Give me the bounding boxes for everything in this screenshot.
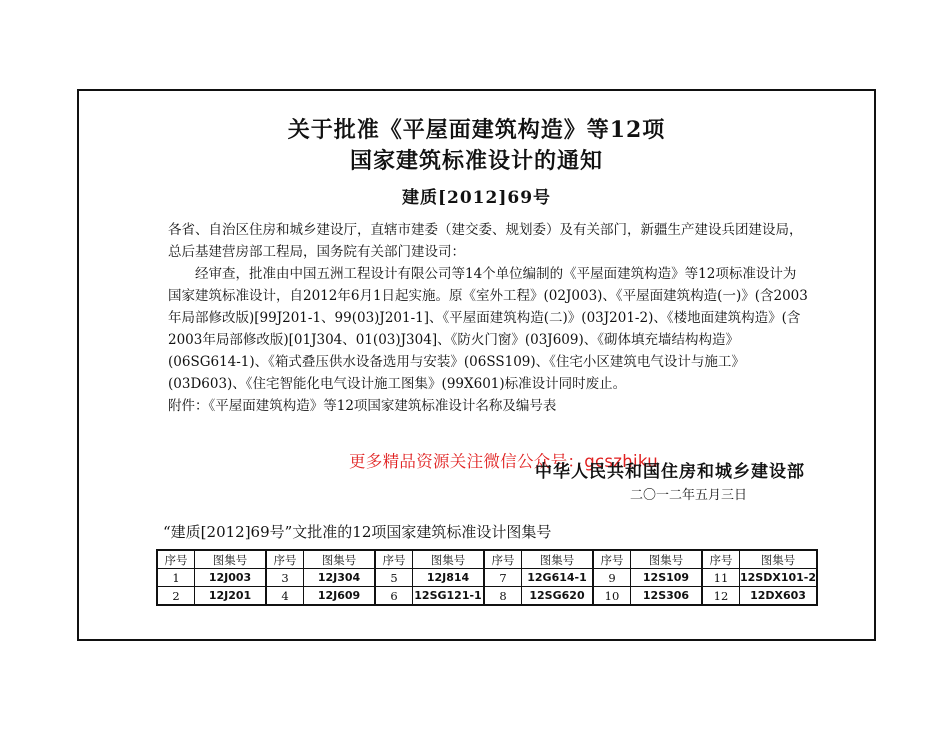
- header-no: 序号: [484, 550, 522, 569]
- cell-code: 12J609: [304, 587, 376, 606]
- cell-code: 12S109: [631, 569, 703, 587]
- cell-no: 9: [593, 569, 631, 587]
- notice-title-line-2: 国家建筑标准设计的通知: [349, 148, 603, 174]
- attachment-line: 附件：《平屋面建筑构造》等12项国家建筑标准设计名称及编号表: [168, 398, 557, 414]
- cell-no: 11: [702, 569, 740, 587]
- addressee-paragraph: 各省、自治区住房和城乡建设厅，直辖市建委（建交委、规划委）及有关部门，新疆生产建设兵团建设局，总后基建营房部工程局，国务院有关部门建设司：: [168, 222, 803, 260]
- header-code: 图集号: [740, 550, 818, 569]
- cell-no: 12: [702, 587, 740, 606]
- cell-code: 12S306: [631, 587, 703, 606]
- cell-no: 2: [157, 587, 195, 606]
- document-frame: [77, 89, 876, 641]
- issuer-name: 中华人民共和国住房和城乡建设部: [535, 462, 805, 482]
- cell-code: 12J201: [195, 587, 267, 606]
- cell-no: 6: [375, 587, 413, 606]
- cell-no: 1: [157, 569, 195, 587]
- header-no: 序号: [593, 550, 631, 569]
- cell-no: 3: [266, 569, 304, 587]
- cell-code: 12SDX101-2: [740, 569, 818, 587]
- header-no: 序号: [157, 550, 195, 569]
- cell-code: 12DX603: [740, 587, 818, 606]
- table-row: [157, 569, 817, 587]
- header-code: 图集号: [631, 550, 703, 569]
- cell-code: 12SG620: [522, 587, 594, 606]
- header-code: 图集号: [413, 550, 485, 569]
- cell-code: 12G614-1: [522, 569, 594, 587]
- header-no: 序号: [702, 550, 740, 569]
- notice-body: [168, 219, 808, 417]
- cell-code: 12SG121-1: [413, 587, 485, 606]
- atlas-number-table: [156, 549, 818, 606]
- document-number: 建质[2012]69号: [401, 188, 552, 208]
- cell-code: 12J814: [413, 569, 485, 587]
- cell-no: 4: [266, 587, 304, 606]
- header-code: 图集号: [522, 550, 594, 569]
- notice-title-line-1: 关于批准《平屋面建筑构造》等12项: [287, 117, 666, 143]
- header-no: 序号: [266, 550, 304, 569]
- main-paragraph: 经审查，批准由中国五洲工程设计有限公司等14个单位编制的《平屋面建筑构造》等12项标准设计为国家建筑标准设计，自2012年6月1日起实施。原《室外工程》(02J003)、《平屋面建筑构造(一)》(含2003年局部修改版)[99J201-1、99(03)J201-1]、《平屋面建筑构造(二)》(03J201-2)、《楼地面建筑构造》(含2003年局部修改版)[01J304、01(03)J304]、《防火门窗》(03J609)、《砌体填充墙结构构造》(06SG614-1)、《箱式叠压供水设备选用与安装》(06SS109)、《住宅小区建筑电气设计与施工》(03D603)、《住宅智能化电气设计施工图集》(99X601)标准设计同时废止。: [168, 266, 808, 392]
- table-row: [157, 587, 817, 606]
- cell-no: 8: [484, 587, 522, 606]
- header-no: 序号: [375, 550, 413, 569]
- cell-code: 12J304: [304, 569, 376, 587]
- cell-code: 12J003: [195, 569, 267, 587]
- table-caption: “建质[2012]69号”文批准的12项国家建筑标准设计图集号: [163, 523, 552, 541]
- cell-no: 5: [375, 569, 413, 587]
- watermark-text: 更多精品资源关注微信公众号：gcszhiku: [349, 452, 658, 471]
- table-header-row: [157, 550, 817, 569]
- header-code: 图集号: [304, 550, 376, 569]
- cell-no: 10: [593, 587, 631, 606]
- cell-no: 7: [484, 569, 522, 587]
- issue-date: 二〇一二年五月三日: [629, 488, 747, 503]
- header-code: 图集号: [195, 550, 267, 569]
